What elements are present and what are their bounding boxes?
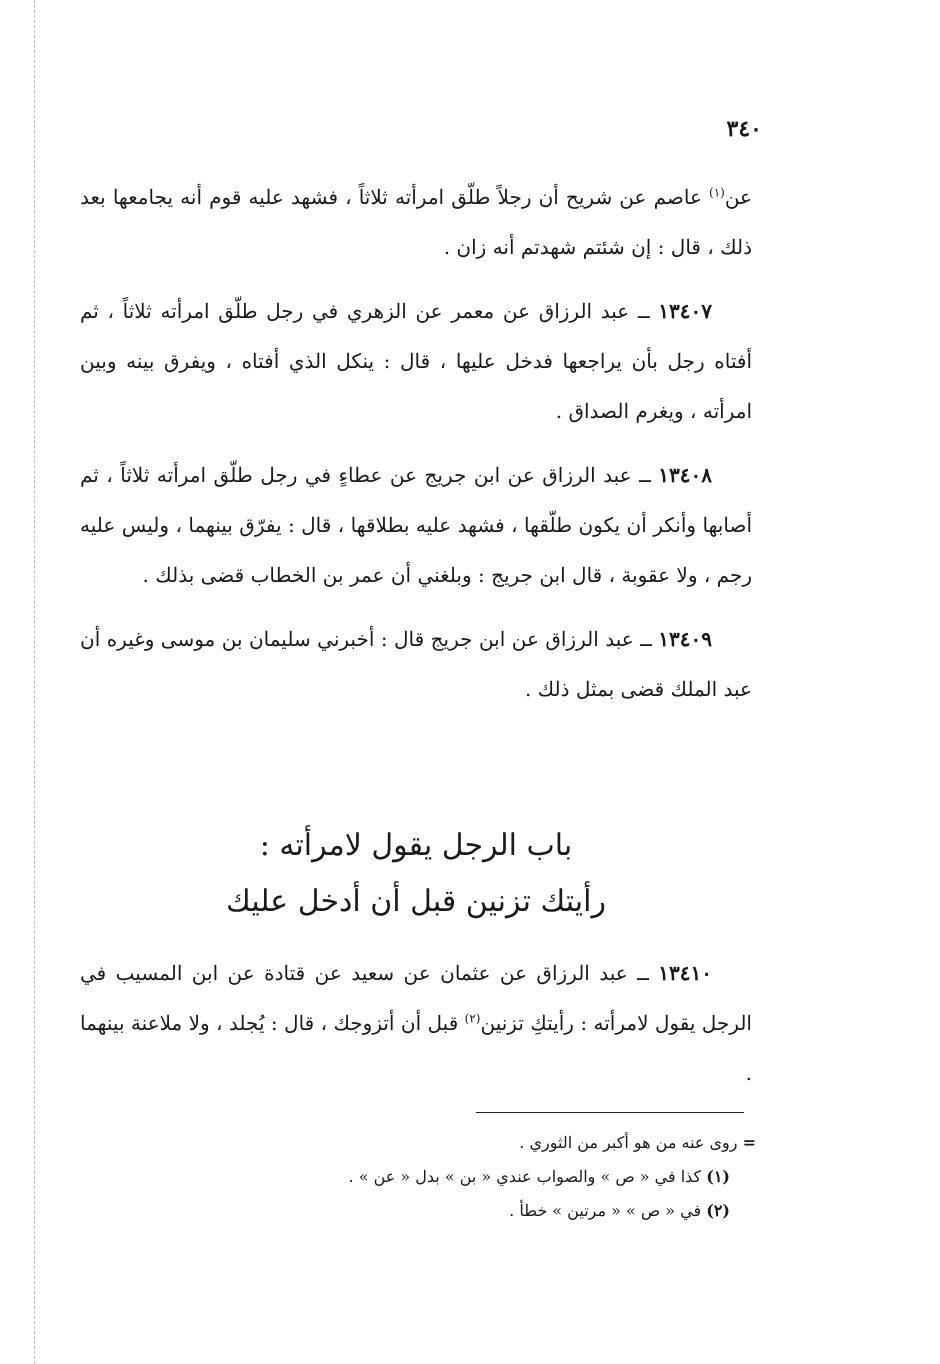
footnote-reference[interactable]: (٢)	[464, 1011, 481, 1026]
hadith-number: ١٣٤٠٧	[658, 299, 712, 323]
paragraph-text: عاصم عن شريح أن رجلاً طلّق امرأته ثلاثاً ، فشهد عليه قوم أنه يجامعها بعد ذلك ، قال : إن شئتم شهدتم أنه زان .	[80, 185, 752, 259]
hadith-number: ١٣٤٠٩	[658, 627, 712, 651]
paragraph-text: ــ عبد الرزاق عن عثمان عن سعيد عن قتادة عن ابن المسيب في الرجل يقول لامرأته : رأيتكِ تزنين	[80, 961, 752, 1035]
main-text-block	[80, 172, 752, 728]
paragraph-text: ــ عبد الرزاق عن ابن جريج قال : أخبرني سليمان بن موسى وغيره أن عبد الملك قضى بمثل ذلك .	[80, 627, 752, 701]
chapter-heading	[80, 818, 752, 930]
footnote-1	[200, 1160, 756, 1194]
hadith-number: ١٣٤٠٨	[658, 463, 712, 487]
footnote-marker: =	[742, 1133, 756, 1152]
footnote-2	[200, 1194, 756, 1228]
scan-edge-line	[34, 0, 35, 1364]
footnote-marker: (٢)	[706, 1201, 730, 1220]
chapter-text-block	[80, 948, 752, 1112]
footnote-text: كذا في « ص » والصواب عندي « بن » بدل « عن » .	[348, 1167, 707, 1186]
page-number: ٣٤٠	[726, 116, 762, 142]
hadith-paragraph	[80, 948, 752, 1098]
hadith-paragraph	[80, 286, 752, 436]
footnote-text: روى عنه من هو أكبر من الثوري .	[519, 1133, 743, 1152]
paragraph-text: قبل أن أتزوجك ، قال : يُجلد ، ولا ملاعنة بينهما .	[80, 1011, 752, 1085]
hadith-number: ١٣٤١٠	[658, 961, 713, 985]
footnote-text: في « ص » « مرتين » خطأ .	[509, 1201, 707, 1220]
hadith-paragraph	[80, 614, 752, 714]
paragraph-text: عن	[724, 185, 752, 209]
footnote-reference[interactable]: (١)	[709, 185, 725, 200]
footnotes	[200, 1126, 756, 1228]
footnote-continuation	[200, 1126, 756, 1160]
chapter-heading-line-1: باب الرجل يقول لامرأته :	[259, 828, 573, 863]
paragraph-text: ــ عبد الرزاق عن معمر عن الزهري في رجل طلّق امرأته ثلاثاً ، ثم أفتاه رجل بأن يراجعها فدخل عليها ، قال : ينكل الذي أفتاه ، ويفرق بينه وبين امرأته ، ويغرم الصداق .	[80, 299, 752, 423]
chapter-heading-line-2: رأيتك تزنين قبل أن أدخل عليك	[226, 884, 606, 919]
paragraph-continuation	[80, 172, 752, 272]
footnote-separator	[476, 1112, 744, 1113]
paragraph-text: ــ عبد الرزاق عن ابن جريج عن عطاءٍ في رجل طلّق امرأته ثلاثاً ، ثم أصابها وأنكر أن يكون طلّقها ، فشهد عليه بطلاقها ، قال : يفرّق بينهما ، وليس عليه رجم ، ولا عقوبة ، قال ابن جريج : وبلغني أن عمر بن الخطاب قضى بذلك .	[80, 463, 752, 587]
hadith-paragraph	[80, 450, 752, 600]
footnote-marker: (١)	[706, 1167, 730, 1186]
